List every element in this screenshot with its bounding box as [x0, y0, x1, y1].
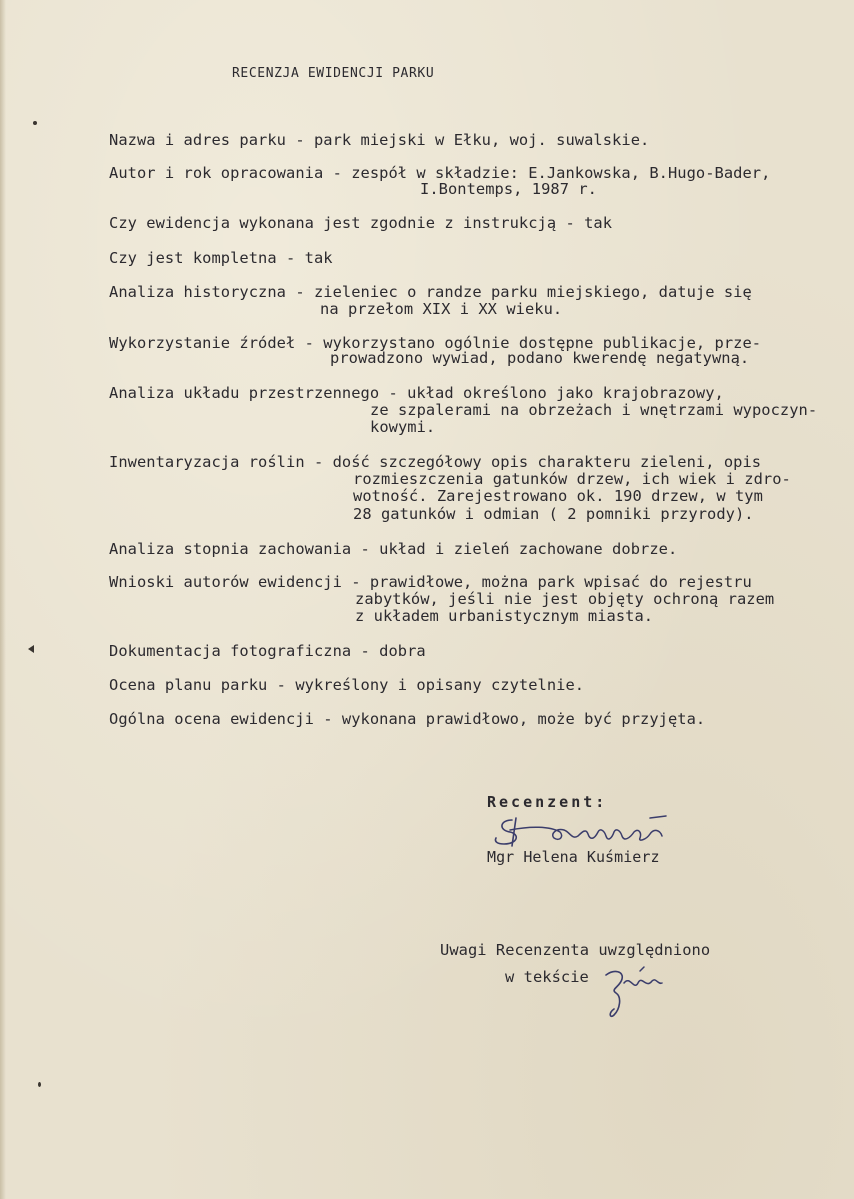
- line-sources: Wykorzystanie źródeł - wykorzystano ogólnie dostępne publikacje, prze-: [109, 334, 762, 352]
- ink-speck: [38, 1082, 41, 1087]
- line-conclusions: Wnioski autorów ewidencji - prawidłowe, można park wpisać do rejestru: [109, 573, 752, 591]
- reviewer-signature: [490, 812, 680, 852]
- line-plan-rating: Ocena planu parku - wykreślony i opisany czytelnie.: [109, 676, 585, 694]
- line-layout-cont1: ze szpalerami na obrzeżach i wnętrzami wypoczyn-: [370, 401, 818, 419]
- line-historical-cont: na przełom XIX i XX wieku.: [320, 300, 563, 318]
- line-author: Autor i rok opracowania - zespół w składzie: E.Jankowska, B.Hugo-Bader,: [109, 164, 771, 182]
- line-inventory-cont2: wotność. Zarejestrowano ok. 190 drzew, w tym: [353, 487, 763, 505]
- document-title: RECENZJA EWIDENCJI PARKU: [232, 66, 435, 81]
- note-line-2: w tekście: [505, 968, 589, 986]
- line-layout-cont2: kowymi.: [370, 418, 436, 436]
- reviewer-label: Recenzent:: [487, 793, 608, 811]
- reviewer-name: Mgr Helena Kuśmierz: [487, 848, 660, 866]
- line-inventory-cont3: 28 gatunków i odmian ( 2 pomniki przyrody).: [353, 505, 754, 523]
- line-compliance: Czy ewidencja wykonana jest zgodnie z instrukcją - tak: [109, 214, 613, 232]
- line-historical: Analiza historyczna - zieleniec o randze parku miejskiego, datuje się: [109, 283, 752, 301]
- line-park-name: Nazwa i adres parku - park miejski w Ełku, woj. suwalskie.: [109, 131, 650, 149]
- line-preservation: Analiza stopnia zachowania - układ i zieleń zachowane dobrze.: [109, 540, 678, 558]
- line-photo-docs: Dokumentacja fotograficzna - dobra: [109, 642, 426, 660]
- line-conclusions-cont2: z układem urbanistycznym miasta.: [355, 607, 654, 625]
- line-inventory-cont1: rozmieszczenia gatunków drzew, ich wiek i zdro-: [353, 470, 791, 488]
- line-layout: Analiza układu przestrzennego - układ określono jako krajobrazowy,: [109, 384, 724, 402]
- line-author-cont: I.Bontemps, 1987 r.: [420, 180, 598, 198]
- line-sources-cont: prowadzono wywiad, podano kwerendę negatywną.: [330, 349, 750, 367]
- paper-edge: [0, 0, 6, 1199]
- line-inventory: Inwentaryzacja roślin - dość szczegółowy opis charakteru zieleni, opis: [109, 453, 762, 471]
- punch-mark: [28, 645, 34, 653]
- ink-speck: [33, 121, 37, 125]
- line-conclusions-cont1: zabytków, jeśli nie jest objęty ochroną razem: [355, 590, 775, 608]
- line-overall-rating: Ogólna ocena ewidencji - wykonana prawidłowo, może być przyjęta.: [109, 710, 706, 728]
- note-line-1: Uwagi Recenzenta uwzględniono: [440, 941, 711, 959]
- line-completeness: Czy jest kompletna - tak: [109, 249, 333, 267]
- approval-initials: [600, 965, 690, 1025]
